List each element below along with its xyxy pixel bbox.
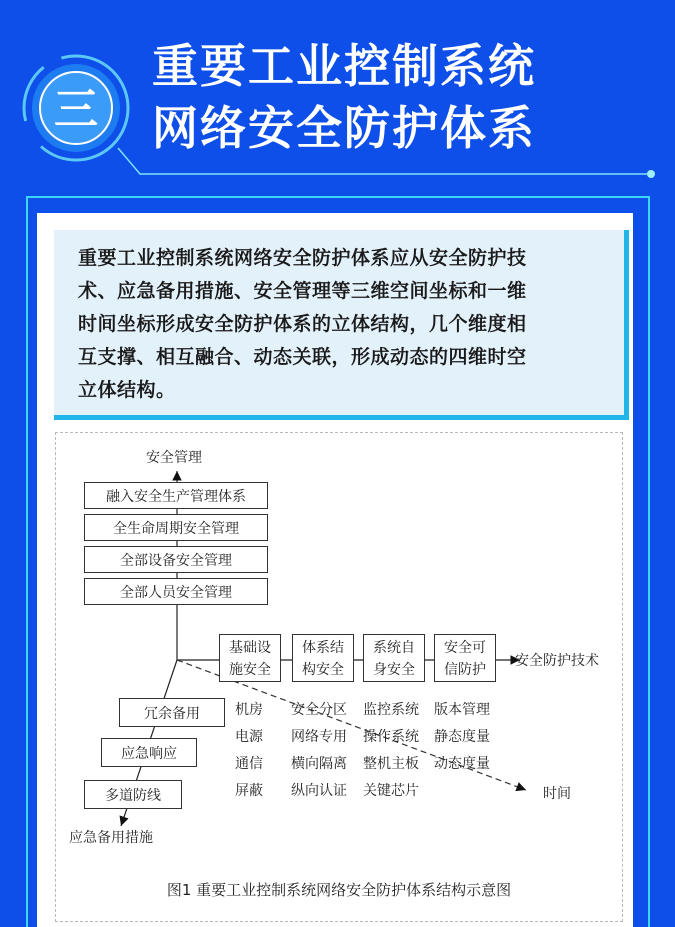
tech-item: 机房 [235, 702, 263, 718]
tech-item: 整机主板 [363, 756, 419, 772]
tech-item: 静态度量 [434, 729, 490, 745]
tech-box [363, 634, 425, 682]
tech-box [434, 634, 496, 682]
emergency-axis-label: 应急备用措施 [69, 830, 153, 846]
emergency-box: 冗余备用 [119, 698, 225, 727]
emergency-box: 应急响应 [101, 738, 197, 767]
management-axis-label: 安全管理 [146, 450, 202, 466]
tech-item: 监控系统 [363, 702, 419, 718]
tech-axis-label: 安全防护技术 [515, 653, 599, 669]
intro-line: 互支撑、相互融合、动态关联，形成动态的四维时空 [78, 346, 527, 368]
intro-text [78, 242, 608, 407]
tech-item: 屏蔽 [235, 783, 263, 799]
tech-item: 横向隔离 [291, 756, 347, 772]
badge-ring-icon [20, 52, 132, 164]
intro-line: 术、应急备用措施、安全管理等三维空间坐标和一维 [78, 280, 527, 302]
tech-item: 版本管理 [434, 702, 490, 718]
emergency-box: 多道防线 [84, 780, 182, 809]
tech-box-line: 信防护 [444, 662, 486, 678]
intro-line: 重要工业控制系统网络安全防护体系应从安全防护技 [78, 247, 527, 269]
tech-box-line: 系统自 [373, 640, 415, 656]
header [0, 0, 675, 190]
tech-item: 关键芯片 [363, 783, 419, 799]
tech-item: 网络专用 [291, 729, 347, 745]
time-axis-label: 时间 [543, 786, 571, 802]
tech-item: 纵向认证 [291, 783, 347, 799]
management-box: 融入安全生产管理体系 [84, 482, 268, 509]
figure-caption: 图1 重要工业控制系统网络安全防护体系结构示意图 [166, 881, 512, 899]
management-box: 全生命周期安全管理 [84, 514, 268, 541]
tech-box-line: 施安全 [229, 662, 271, 678]
tech-box-line: 基础设 [229, 640, 271, 656]
tech-item: 操作系统 [363, 729, 419, 745]
tech-box-line: 体系结 [302, 640, 344, 656]
management-box: 全部设备安全管理 [84, 546, 268, 573]
intro-box [54, 230, 629, 420]
management-box: 全部人员安全管理 [84, 578, 268, 605]
page-title-line-2: 网络安全防护体系 [152, 101, 536, 155]
section-badge [20, 52, 132, 164]
tech-box-line: 安全可 [444, 640, 486, 656]
structure-diagram [55, 432, 623, 922]
tech-item: 通信 [235, 756, 263, 772]
intro-line: 时间坐标形成安全防护体系的立体结构，几个维度相 [78, 313, 527, 335]
tech-item: 安全分区 [291, 702, 347, 718]
tech-box-line: 构安全 [302, 662, 344, 678]
tech-item: 动态度量 [434, 756, 490, 772]
tech-box [292, 634, 354, 682]
tech-item: 电源 [235, 729, 263, 745]
page-title-line-1: 重要工业控制系统 [152, 39, 536, 93]
tech-box [219, 634, 281, 682]
tech-box-line: 身安全 [373, 662, 415, 678]
intro-line: 立体结构。 [78, 379, 176, 401]
badge-number: 三 [54, 84, 98, 135]
